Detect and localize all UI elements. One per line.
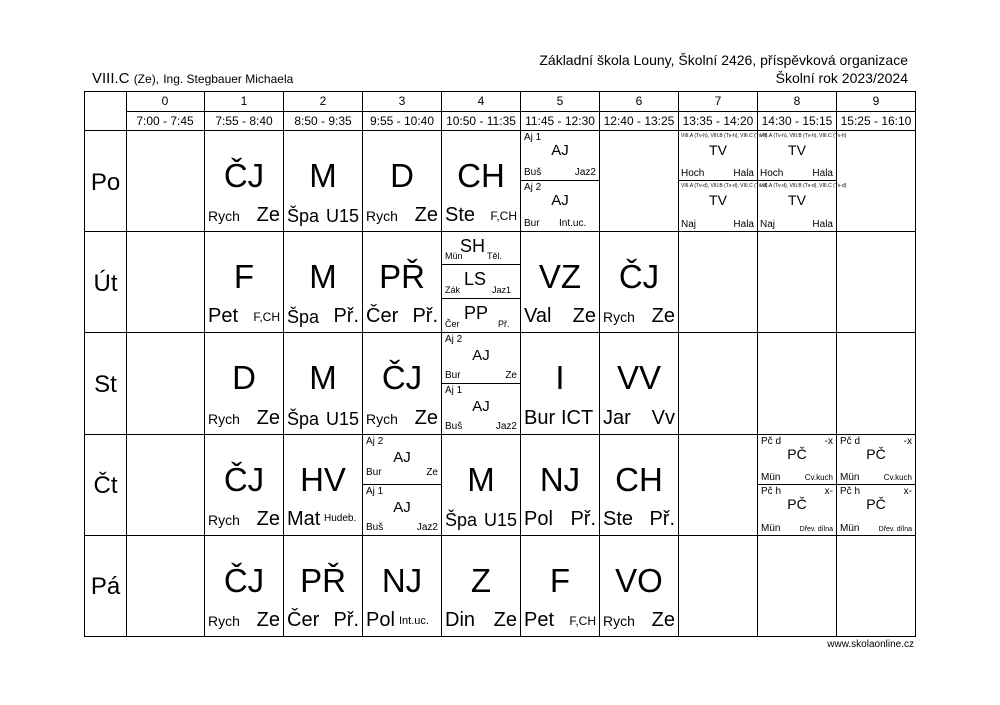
lesson-room: Ze (256, 609, 280, 631)
lesson-group: VIII.A (Tv-h), VIII.B (Tv-h), VIII.C (Tv-h) (681, 133, 768, 139)
lesson-subject: F (233, 258, 255, 295)
lesson-subject: AJ (551, 142, 569, 159)
lesson-cell[interactable] (363, 536, 441, 636)
period-number: 8 (793, 94, 801, 108)
lesson-teacher: Mat (287, 508, 321, 530)
lesson-room: Ze (572, 305, 596, 327)
lesson-subject: NJ (539, 461, 581, 498)
lesson-group: Aj 2 (445, 334, 463, 345)
lesson-teacher: Ste (445, 204, 476, 226)
period-time: 11:45 - 12:30 (525, 114, 595, 128)
lesson-teacher: Rych (603, 613, 635, 629)
lesson-subject: AJ (551, 192, 569, 209)
lesson-room: Jaz2 (574, 167, 596, 178)
lesson-cell[interactable] (758, 131, 847, 180)
lesson-room: Př. (649, 508, 675, 530)
lesson-teacher: Val (524, 305, 552, 327)
lesson-room: Jaz2 (416, 522, 438, 533)
lesson-teacher: Mün (840, 472, 860, 483)
lesson-subject: PČ (866, 446, 886, 462)
lesson-subject: D (232, 359, 256, 396)
lesson-room: Ze (256, 508, 280, 530)
lesson-cell[interactable] (521, 232, 599, 332)
lesson-subject: TV (788, 142, 806, 158)
lesson-teacher: Pet (208, 305, 239, 327)
lesson-teacher: Rych (366, 208, 398, 224)
lesson-room: Dřev. dílna (799, 526, 833, 533)
lesson-teacher: Špa (287, 307, 320, 327)
lesson-cell[interactable] (521, 536, 599, 636)
lesson-cell[interactable] (363, 333, 441, 434)
class-name: VIII.C (92, 70, 130, 87)
lesson-room: Hala (812, 168, 833, 179)
lesson-teacher: Din (445, 609, 476, 631)
lesson-subject: Z (470, 562, 492, 599)
lesson-subject: CH (457, 157, 505, 194)
lesson-cell[interactable] (205, 536, 283, 636)
lesson-room: Dřev. dílna (878, 526, 912, 533)
lesson-room: Př. (333, 305, 359, 327)
day-label: Po (90, 169, 121, 196)
lesson-teacher: Mün (761, 472, 781, 483)
lesson-room: Př. (498, 319, 510, 329)
lesson-cell[interactable] (205, 333, 283, 434)
lesson-cell[interactable] (600, 232, 678, 332)
lesson-teacher: Špa (287, 409, 320, 429)
lesson-room: Jaz2 (495, 421, 517, 432)
lesson-cell[interactable] (521, 333, 599, 434)
period-number: 4 (477, 94, 485, 108)
lesson-code: -x (824, 436, 833, 447)
period-number: 6 (635, 94, 643, 108)
lesson-room: Jaz1 (492, 285, 512, 295)
lesson-teacher: Pet (524, 609, 555, 631)
lesson-cell[interactable] (442, 299, 520, 332)
day-label: Út (93, 270, 118, 297)
lesson-subject: SH (460, 236, 486, 256)
lesson-subject: ČJ (223, 461, 265, 498)
lesson-code: x- (903, 486, 912, 497)
lesson-room: Cv.kuch (883, 473, 912, 482)
footer-url[interactable]: www.skolaonline.cz (827, 639, 914, 650)
period-time: 7:00 - 7:45 (136, 114, 194, 128)
lesson-group: VIII.A (Tv-h), VIII.B (Tv-h), VIII.C (Tv-h) (760, 133, 847, 139)
class-title (92, 70, 293, 87)
lesson-cell[interactable] (521, 181, 599, 231)
lesson-group: Pč d (840, 436, 861, 447)
school-year: Školní rok 2023/2024 (775, 70, 908, 86)
lesson-teacher: Špa (287, 206, 320, 226)
lesson-teacher: Buš (366, 522, 384, 533)
lesson-cell[interactable] (600, 536, 678, 636)
lesson-room: Ze (414, 204, 438, 226)
lesson-room: Ze (651, 305, 675, 327)
lesson-cell[interactable] (442, 333, 520, 383)
period-time: 12:40 - 13:25 (603, 114, 675, 128)
lesson-subject: AJ (393, 449, 411, 466)
lesson-subject: F (549, 562, 571, 599)
lesson-teacher: Bur (524, 218, 540, 229)
lesson-subject: ČJ (618, 258, 660, 295)
period-time: 10:50 - 11:35 (446, 114, 516, 128)
lesson-subject: AJ (472, 347, 490, 364)
lesson-room: U15 (325, 409, 359, 429)
lesson-subject: TV (788, 192, 806, 208)
lesson-teacher: Špa (445, 510, 478, 530)
lesson-room: Ze (426, 467, 438, 478)
timetable-grid (84, 91, 916, 637)
lesson-cell[interactable] (679, 181, 768, 231)
lesson-cell[interactable] (363, 485, 441, 535)
lesson-subject: LS (464, 269, 487, 289)
lesson-subject: M (309, 359, 337, 396)
period-time: 9:55 - 10:40 (369, 114, 435, 128)
day-label: Čt (93, 472, 118, 499)
lesson-cell[interactable] (442, 384, 520, 434)
lesson-cell[interactable] (442, 435, 520, 535)
lesson-subject: VZ (538, 258, 582, 295)
lesson-cell[interactable] (363, 232, 441, 332)
lesson-room: Ze (493, 609, 517, 631)
class-room: (Ze), (133, 72, 160, 86)
lesson-subject: ČJ (223, 562, 265, 599)
lesson-room: Int.uc. (399, 615, 429, 627)
lesson-cell[interactable] (284, 536, 362, 636)
lesson-room: Cv.kuch (804, 473, 833, 482)
lesson-teacher: Pol (524, 508, 553, 530)
lesson-subject: ČJ (223, 157, 265, 194)
lesson-cell[interactable] (679, 131, 768, 180)
lesson-subject: CH (615, 461, 663, 498)
period-number: 2 (319, 94, 327, 108)
lesson-subject: HV (300, 461, 346, 498)
period-time: 13:35 - 14:20 (682, 114, 754, 128)
day-label: Pá (90, 573, 121, 600)
lesson-room: Ze (256, 407, 280, 429)
lesson-room: Ze (505, 370, 517, 381)
lesson-cell[interactable] (758, 181, 847, 231)
lesson-cell[interactable] (284, 435, 362, 535)
lesson-teacher: Rych (208, 208, 240, 224)
period-number: 9 (872, 94, 880, 108)
lesson-cell[interactable] (600, 333, 678, 434)
lesson-room: Hudeb. (324, 513, 357, 524)
lesson-cell[interactable] (205, 131, 283, 231)
lesson-room: Hala (733, 168, 754, 179)
lesson-teacher: Jar (603, 407, 631, 429)
lesson-subject: PŘ (300, 562, 346, 599)
lesson-subject: VV (616, 359, 662, 396)
lesson-room: F,CH (490, 209, 517, 223)
lesson-group: VIII.A (Tv-d), VIII.B (Tv-d), VIII.C (Tv-d) (760, 183, 847, 189)
lesson-teacher: Rych (208, 512, 240, 528)
lesson-room: ICT (561, 407, 594, 429)
lesson-teacher: Buš (524, 167, 542, 178)
lesson-teacher: Pol (366, 609, 395, 631)
lesson-teacher: Bur (366, 467, 382, 478)
lesson-teacher: Bur (445, 370, 461, 381)
period-number: 5 (556, 94, 564, 108)
lesson-subject: PŘ (379, 258, 425, 295)
lesson-subject: AJ (472, 398, 490, 415)
lesson-subject: PP (464, 303, 489, 323)
lesson-subject: PČ (866, 496, 886, 512)
lesson-subject: TV (709, 142, 727, 158)
lesson-teacher: Hoch (681, 168, 705, 179)
lesson-cell[interactable] (758, 435, 836, 484)
lesson-room: F,CH (569, 614, 596, 628)
lesson-cell[interactable] (284, 333, 362, 434)
lesson-room: Ze (414, 407, 438, 429)
lesson-room: Hala (733, 219, 754, 230)
lesson-cell[interactable] (442, 536, 520, 636)
lesson-room: Int.uc. (559, 218, 587, 229)
lesson-teacher: Mün (761, 523, 781, 534)
lesson-room: Ze (651, 609, 675, 631)
lesson-group: Aj 2 (524, 182, 542, 193)
lesson-cell[interactable] (363, 435, 441, 484)
lesson-cell[interactable] (837, 485, 915, 535)
period-number: 1 (240, 94, 248, 108)
lesson-teacher: Zák (445, 285, 461, 295)
lesson-cell[interactable] (442, 131, 520, 231)
lesson-cell[interactable] (521, 131, 599, 180)
lesson-teacher: Čer (287, 609, 320, 631)
lesson-cell[interactable] (284, 232, 362, 332)
lesson-teacher: Rych (366, 411, 398, 427)
lesson-code: -x (903, 436, 912, 447)
lesson-cell[interactable] (205, 232, 283, 332)
lesson-teacher: Naj (681, 219, 697, 230)
lesson-teacher: Ste (603, 508, 634, 530)
lesson-teacher: Rych (208, 613, 240, 629)
lesson-subject: TV (709, 192, 727, 208)
school-name: Základní škola Louny, Školní 2426, příspěvková organizace (539, 52, 908, 68)
lesson-room: U15 (325, 206, 359, 226)
lesson-teacher: Naj (760, 219, 776, 230)
lesson-room: Vv (651, 407, 675, 429)
lesson-room: Hala (812, 219, 833, 230)
lesson-group: Aj 1 (445, 385, 463, 396)
lesson-subject: AJ (393, 499, 411, 516)
lesson-subject: VO (615, 562, 663, 599)
lesson-teacher: Rych (603, 309, 635, 325)
period-number: 0 (161, 94, 169, 108)
lesson-cell[interactable] (837, 435, 915, 484)
period-time: 8:50 - 9:35 (294, 114, 352, 128)
lesson-teacher: Buš (445, 421, 463, 432)
lesson-group: Aj 1 (524, 132, 542, 143)
lesson-teacher: Čer (445, 319, 460, 329)
lesson-subject: ČJ (381, 359, 423, 396)
lesson-teacher: Mün (445, 251, 463, 261)
period-time: 14:30 - 15:15 (761, 114, 833, 128)
lesson-cell[interactable] (205, 435, 283, 535)
lesson-cell[interactable] (758, 485, 836, 535)
lesson-subject: NJ (381, 562, 423, 599)
period-number: 3 (398, 94, 406, 108)
period-number: 7 (714, 94, 722, 108)
lesson-teacher: Bur (524, 407, 556, 429)
lesson-cell[interactable] (521, 435, 599, 535)
lesson-teacher: Rych (208, 411, 240, 427)
period-time: 15:25 - 16:10 (840, 114, 912, 128)
lesson-cell[interactable] (600, 435, 678, 535)
lesson-teacher: Čer (366, 305, 399, 327)
lesson-cell[interactable] (363, 131, 441, 231)
lesson-cell[interactable] (442, 265, 520, 298)
period-time: 7:55 - 8:40 (215, 114, 273, 128)
lesson-group: Aj 1 (366, 486, 384, 497)
lesson-teacher: Mün (840, 523, 860, 534)
lesson-room: Těl. (487, 251, 503, 261)
lesson-cell[interactable] (442, 232, 520, 264)
lesson-group: Pč d (761, 436, 782, 447)
lesson-cell[interactable] (284, 131, 362, 231)
lesson-room: Př. (333, 609, 359, 631)
lesson-group: Pč h (761, 486, 782, 497)
lesson-group: Pč h (840, 486, 861, 497)
class-teacher: Ing. Stegbauer Michaela (163, 72, 294, 86)
lesson-room: U15 (483, 510, 517, 530)
lesson-subject: M (467, 461, 495, 498)
lesson-subject: PČ (787, 446, 807, 462)
lesson-subject: M (309, 157, 337, 194)
lesson-group: Aj 2 (366, 436, 384, 447)
lesson-subject: M (309, 258, 337, 295)
lesson-subject: D (390, 157, 414, 194)
lesson-room: Př. (412, 305, 438, 327)
lesson-room: F,CH (253, 310, 280, 324)
day-label: St (94, 371, 117, 398)
lesson-subject: I (555, 359, 565, 396)
lesson-teacher: Hoch (760, 168, 784, 179)
lesson-room: Ze (256, 204, 280, 226)
lesson-room: Př. (570, 508, 596, 530)
lesson-group: VIII.A (Tv-d), VIII.B (Tv-d), VIII.C (Tv-d) (681, 183, 768, 189)
lesson-subject: PČ (787, 496, 807, 512)
lesson-code: x- (824, 486, 833, 497)
